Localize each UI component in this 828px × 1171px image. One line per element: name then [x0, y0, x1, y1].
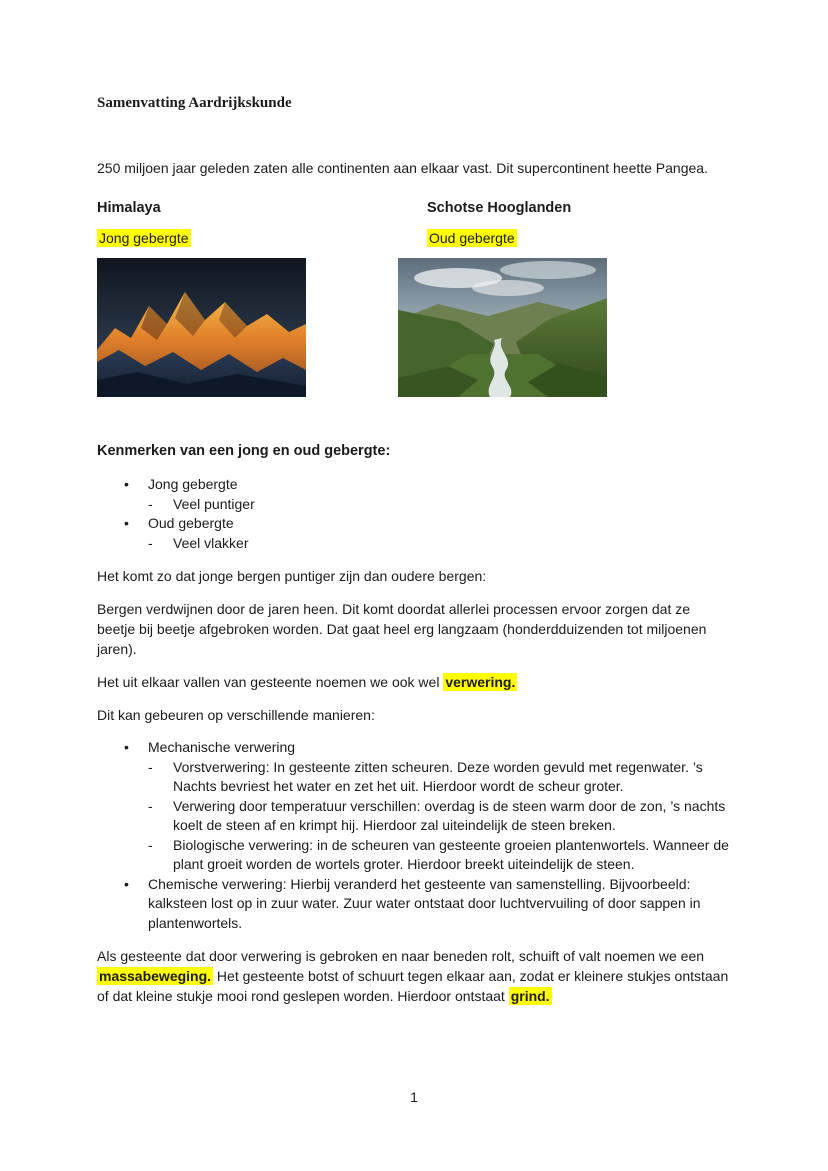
schotse-hooglanden-tag: Oud gebergte	[429, 230, 515, 246]
himalaya-heading: Himalaya	[97, 200, 161, 216]
bullet-marker: •	[124, 739, 129, 755]
verwering-highlight: verwering.	[445, 674, 516, 690]
himalaya-photo	[97, 258, 306, 397]
list-subitem-label: Vorstverwering: In gesteente zitten scheuren. Deze worden gevuld met regenwater. ’s Nachts bevriest het water en zet het uit. Hierdoor wordt de scheur groter.	[173, 758, 703, 794]
column-schotse-hooglanden	[398, 198, 731, 397]
list-item	[124, 875, 731, 934]
list-subitem	[148, 495, 731, 515]
list-item	[124, 514, 731, 534]
list-subitem-label: Verwering door temperatuur verschillen: overdag is de steen warm door de zon, ’s nachts koelt de steen af en krimpt hij. Hierdoor zal uiteindelijk de steen breken.	[173, 797, 726, 833]
page-number: 1	[410, 1089, 418, 1105]
grind-highlight: grind.	[510, 988, 550, 1004]
schotse-hooglanden-tag-line	[398, 228, 731, 248]
bullet-marker: •	[124, 476, 129, 492]
page-footer	[97, 1067, 731, 1171]
intro-paragraph: 250 miljoen jaar geleden zaten alle continenten aan elkaar vast. Dit supercontinent heette Pangea.	[97, 160, 708, 176]
paragraph-bergen-verdwijnen: Bergen verdwijnen door de jaren heen. Dit komt doordat allerlei processen ervoor zorgen dat ze beetje bij beetje afgebroken worden. Dat gaat heel erg langzaam (honderdduizenden tot miljoenen jaren).	[97, 601, 707, 657]
himalaya-tag-line	[97, 228, 398, 248]
column-himalaya	[97, 198, 398, 397]
paragraph-verwering	[97, 672, 731, 692]
list-subitem	[148, 534, 731, 554]
paragraph-komt-zo: Het komt zo dat jonge bergen puntiger zijn dan oudere bergen:	[97, 568, 487, 584]
massabeweging-highlight: massabeweging.	[99, 968, 212, 984]
bullet-marker: •	[124, 515, 129, 531]
paragraph-massabeweging	[97, 946, 731, 1006]
dash-marker: -	[148, 758, 153, 775]
mountain-comparison-section	[97, 198, 731, 397]
list-item	[124, 738, 731, 758]
list-subitem	[148, 797, 731, 836]
verwering-text: Het uit elkaar vallen van gesteente noemen we ook wel	[97, 674, 444, 690]
list-item-label: Jong gebergte	[148, 476, 238, 492]
paragraph-manieren: Dit kan gebeuren op verschillende manieren:	[97, 707, 375, 723]
dash-marker: -	[148, 495, 153, 512]
schotse-hooglanden-photo	[398, 258, 607, 397]
kenmerken-list	[97, 475, 731, 553]
massa-text-2: Het gesteente botst of schuurt tegen elkaar aan, zodat er kleinere stukjes ontstaan of dat kleine stukje mooi rond geslepen worden. Hierdoor ontstaat	[97, 968, 729, 1004]
list-item-label: Chemische verwering: Hierbij veranderd het gesteente van samenstelling. Bijvoorbeeld: kalksteen lost op in zuur water. Zuur water ontstaat door luchtvervuiling of door sappen in plantenwortels.	[148, 875, 701, 931]
list-subitem-label: Veel puntiger	[173, 495, 255, 512]
dash-marker: -	[148, 797, 153, 814]
schotse-hooglanden-heading: Schotse Hooglanden	[427, 200, 572, 216]
list-item	[124, 475, 731, 495]
list-item-label: Oud gebergte	[148, 515, 234, 531]
list-item-label: Mechanische verwering	[148, 739, 296, 755]
list-subitem-label: Biologische verwering: in de scheuren van gesteente groeien plantenwortels. Wanneer de plant groeit worden de wortels groter. Hierdoor breekt uiteindelijk de steen.	[173, 836, 729, 872]
bullet-marker: •	[124, 875, 129, 892]
massa-text-1: Als gesteente dat door verwering is gebroken en naar beneden rolt, schuift of valt noemen we een	[97, 948, 705, 964]
document-title: Samenvatting Aardrijkskunde	[97, 95, 292, 111]
verwering-list	[97, 738, 731, 933]
dash-marker: -	[148, 836, 153, 853]
kenmerken-heading: Kenmerken van een jong en oud gebergte:	[97, 443, 391, 459]
list-subitem	[148, 836, 731, 875]
list-subitem	[148, 758, 731, 797]
himalaya-tag: Jong gebergte	[99, 230, 189, 246]
list-subitem-label: Veel vlakker	[173, 534, 249, 551]
dash-marker: -	[148, 534, 153, 551]
